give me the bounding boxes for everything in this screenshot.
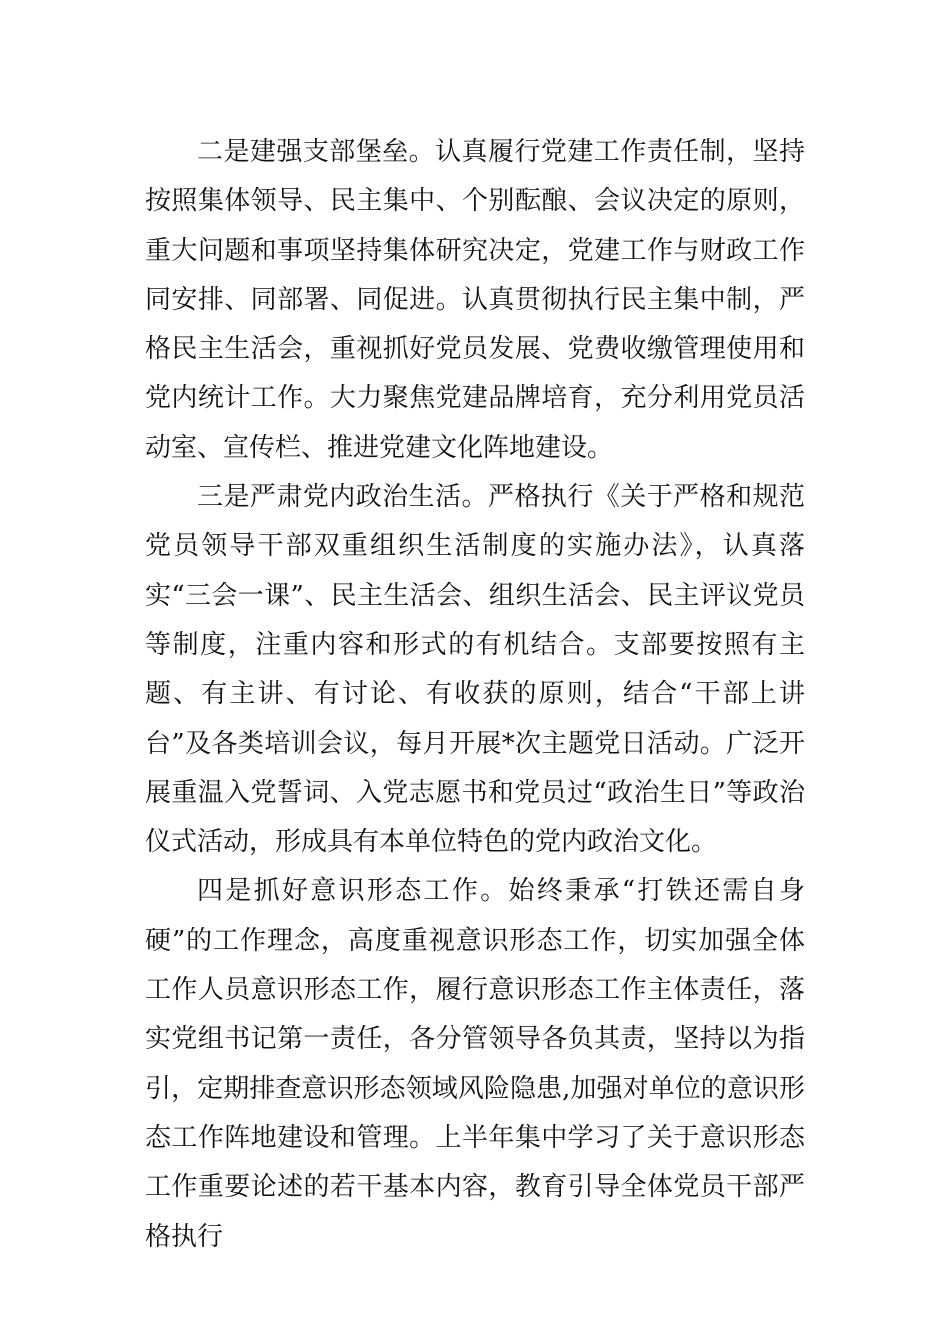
paragraph-branch-fortress: 二是建强支部堡垒。认真履行党建工作责任制，坚持按照集体领导、民主集中、个别酝酿、会议决定的原则，重大问题和事项坚持集体研究决定，党建工作与财政工作同安排、同部署、同促进。认真贯彻执行民主集中制，严格民主生活会，重视抓好党员发展、党费收缴管理使用和党内统计工作。大力聚焦党建品牌培育，充分利用党员活动室、宣传栏、推进党建文化阵地建设。 xyxy=(145,137,805,463)
document-body xyxy=(145,128,805,1262)
paragraph-ideology-work: 四是抓好意识形态工作。始终秉承“打铁还需自身硬”的工作理念，高度重视意识形态工作，切实加强全体工作人员意识形态工作，履行意识形态工作主体责任，落实党组书记第一责任，各分管领导各负其责，坚持以为指引，定期排查意识形态领域风险隐患,加强对单位的意识形态工作阵地建设和管理。上半年集中学习了关于意识形态工作重要论述的若干基本内容，教育引导全体党员干部严格执行 xyxy=(145,876,805,1252)
paragraph-political-life: 三是严肃党内政治生活。严格执行《关于严格和规范党员领导干部双重组织生活制度的实施办法》，认真落实“三会一课”、民主生活会、组织生活会、民主评议党员等制度，注重内容和形式的有机结合。支部要按照有主题、有主讲、有讨论、有收获的原则，结合“干部上讲台”及各类培训会议，每月开展*次主题党日活动。广泛开展重温入党誓词、入党志愿书和党员过“政治生日”等政治仪式活动，形成具有本单位特色的党内政治文化。 xyxy=(145,482,805,858)
